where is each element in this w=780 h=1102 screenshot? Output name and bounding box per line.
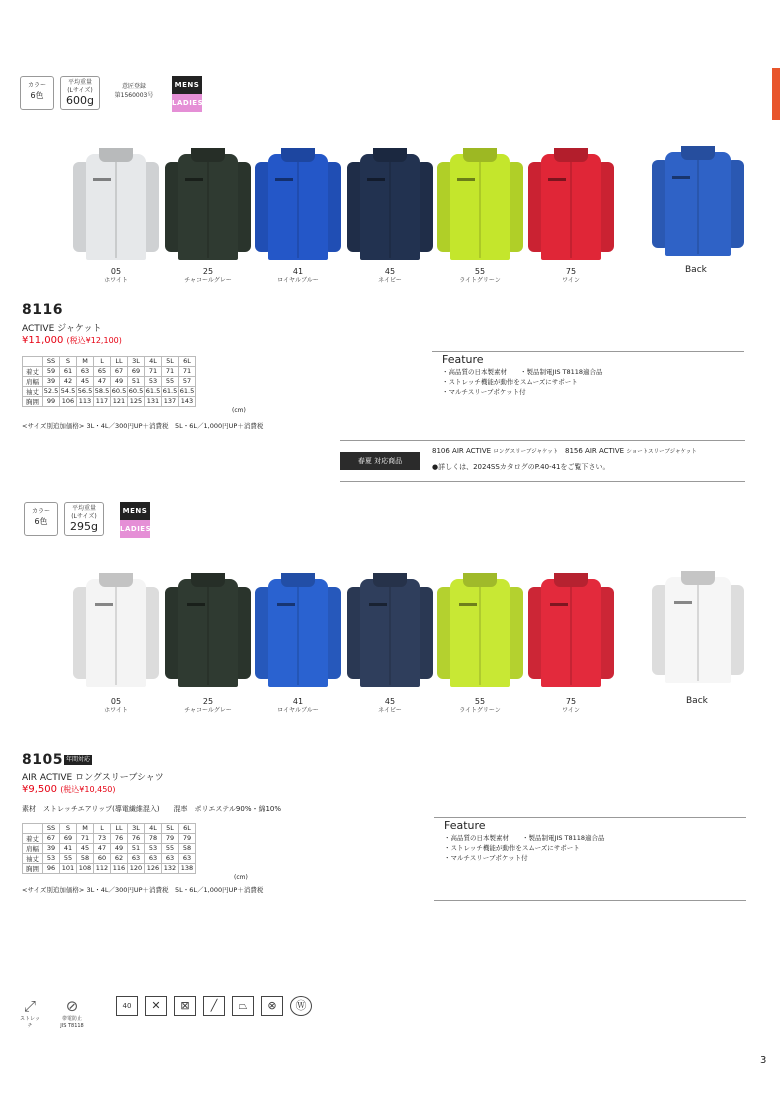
color-name: ネイビー [378,707,402,714]
row-label: 着丈 [23,833,43,843]
chest-pocket [275,178,293,181]
price-value: ¥11,000 [22,335,64,346]
weight-value: 295g [70,520,98,533]
size-cell: 63 [77,366,94,376]
feature-title: Feature [442,353,484,366]
year-round-badge: 年間対応 [66,756,91,763]
size-header: M [77,824,94,834]
size-header: LL [111,357,128,367]
size-cell: 47 [94,843,111,853]
no-bleach-icon: ✕ [145,996,167,1016]
table-row [23,833,196,843]
color-name: ロイヤルブルー [277,707,319,714]
placket [298,162,299,258]
collar [554,148,588,162]
collar [373,148,407,162]
collar [281,148,315,162]
color-count-label: カラー [27,82,46,89]
garment-41 [255,148,341,260]
size-header: 5L [162,357,179,367]
chest-pocket [369,603,387,606]
size-cell: 49 [111,376,128,386]
price-value: ¥9,500 [22,784,57,795]
size-cell: 61.5 [145,387,161,395]
row-label: 胸囲 [23,863,43,873]
size-cell: 79 [162,833,179,843]
garment-75 [528,573,614,687]
collar [463,148,497,162]
design-registration [112,82,156,100]
stretch-caption: ストレッチ [20,1016,40,1029]
size-cell: 63 [128,853,145,863]
collar [99,573,133,587]
page-number: 3 [760,1055,767,1066]
size-header: 4L [145,824,162,834]
material-info: 素材 ストレッチエアリップ(導電繊維混入) 混率 ポリエステル90%・綿10% [22,805,282,813]
garment-back [652,146,744,256]
table-row [23,863,196,873]
color-name: チャコールグレー [184,707,232,714]
color-count-label: カラー [31,508,50,515]
placket [298,587,299,685]
chest-pocket [185,178,203,181]
model-number: 8116 [22,302,63,318]
feature-item: ・高品質の日本製素材 ・製品制電JIS T8118適合品 [442,368,603,376]
size-cell: 63 [179,853,196,863]
color-code: 45 [384,697,396,706]
size-cell: 126 [145,863,162,873]
size-header: L [94,357,111,367]
size-cell: 62 [111,853,128,863]
color-label-45 [350,697,430,715]
gender-tags [172,76,202,112]
color-label-75 [531,697,611,715]
size-cell: 120 [128,863,145,873]
size-header: 6L [179,357,196,367]
size-cell: 61.5 [179,387,195,395]
color-label-45 [350,267,430,285]
size-cell: 45 [77,843,94,853]
size-header: 6L [179,824,196,834]
size-cell: 39 [43,376,60,386]
garment-41 [255,573,341,687]
garment-75 [528,148,614,260]
feature-item: ・ストレッチ機能が動作をスムーズにサポート [442,378,578,386]
placket [390,162,391,258]
size-header: 3L [128,357,145,367]
weight-box [64,502,104,536]
color-name: ホワイト [104,707,128,714]
feature-item: ・マルチスリーブポケット付 [442,388,526,396]
size-header: M [77,357,94,367]
size-cell: 71 [162,366,179,376]
feature-divider [434,817,746,818]
feature-divider [432,351,744,352]
placket [116,162,117,258]
color-count-value: 6色 [30,91,44,100]
color-count-box [24,502,58,536]
row-label: 肩幅 [23,376,43,386]
size-cell: 99 [43,396,60,406]
size-header: LL [111,824,128,834]
size-cell: 53 [145,376,162,386]
feature-title: Feature [444,819,486,832]
chest-pocket [93,178,111,181]
color-code: 25 [202,267,214,276]
garment-45 [347,573,433,687]
related-1-name: ロングスリーブジャケット [493,449,559,455]
color-label-05 [76,697,156,715]
size-surcharge-note: <サイズ別追加価格> 3L・4L／300円UP＋消費税 5L・6L／1,000円UP＋消費税 [22,886,264,894]
color-name: ロイヤルブルー [277,277,319,284]
line-dry-icon: ╱ [203,996,225,1016]
collar [99,148,133,162]
color-code: 75 [565,267,577,276]
size-cell: 63 [145,853,162,863]
chest-pocket [672,176,690,179]
table-row [23,396,196,406]
chest-pocket [95,603,113,606]
size-cell: 55 [60,853,77,863]
size-surcharge-note: <サイズ別追加価格> 3L・4L／300円UP＋消費税 5L・6L／1,000円UP＋消費税 [22,422,264,430]
iron-icon: ⏢ [232,996,254,1016]
related-divider [340,440,745,441]
garment-05 [73,148,159,260]
header-blank [23,824,43,834]
size-table [22,823,196,874]
size-header: 4L [145,357,162,367]
size-cell: 116 [111,863,128,873]
color-name: ネイビー [378,277,402,284]
related-note: ●詳しくは、2024SSカタログのP.40-41をご覧下さい。 [432,463,610,471]
mens-tag: MENS [120,502,150,520]
size-cell: 61 [60,366,77,376]
chest-pocket [550,603,568,606]
size-cell: 71 [145,366,162,376]
related-2-code: 8156 AIR ACTIVE [564,447,625,455]
collar [554,573,588,587]
price [22,335,122,346]
feature-block [442,353,603,397]
size-cell: 132 [162,863,179,873]
season-tag: 春夏 対応商品 [340,452,420,470]
color-code: 45 [384,267,396,276]
size-cell: 60.5 [128,387,144,395]
color-label-05 [76,267,156,285]
mens-tag: MENS [172,76,202,94]
size-cell: 42 [60,376,77,386]
color-label-41 [258,267,338,285]
placket [480,587,481,685]
size-cell: 54.5 [60,387,76,395]
placket [116,587,117,685]
size-cell: 63 [162,853,179,863]
color-name: ライトグリーン [459,707,501,714]
garment-55 [437,148,523,260]
size-cell: 47 [94,376,111,386]
size-cell: 51 [128,376,145,386]
size-cell: 55 [162,376,179,386]
placket [571,587,572,685]
size-cell: 69 [60,833,77,843]
size-cell: 45 [77,376,94,386]
size-cell: 71 [77,833,94,843]
color-name: ワイン [562,277,580,284]
related-products [432,447,697,455]
wet-clean-icon: Ⓦ [290,996,312,1016]
color-count-value: 6色 [34,517,48,526]
size-header: SS [43,824,60,834]
size-cell: 78 [145,833,162,843]
size-cell: 125 [128,396,145,406]
collar [281,573,315,587]
color-label-75 [531,267,611,285]
row-label: 着丈 [23,366,43,376]
color-name: チャコールグレー [184,277,232,284]
garment-05 [73,573,159,687]
product-name: AIR ACTIVE ロングスリーブシャツ [22,773,164,783]
garment-25 [165,148,251,260]
size-header-row [23,357,196,367]
section-edge-tab [772,68,780,120]
chest-pocket [459,603,477,606]
product-name: ACTIVE ジャケット [22,324,102,334]
size-header: L [94,824,111,834]
header-blank [23,357,43,367]
size-cell: 65 [94,366,111,376]
garment-back [652,571,744,683]
antistatic-caption: 帯電防止 JIS T8118 [60,1016,84,1029]
size-cell: 143 [179,396,196,406]
chest-pocket [367,178,385,181]
design-registration-label: 意匠登録 [121,83,146,90]
color-label-55 [440,697,520,715]
color-label-25 [168,697,248,715]
row-label: 胸囲 [23,396,43,406]
feature-item: ・マルチスリーブポケット付 [444,854,528,862]
wash-temperature: 40 [122,1002,132,1010]
chest-pocket [674,601,692,604]
back-label: Back [685,265,707,275]
color-label-55 [440,267,520,285]
size-cell: 71 [179,366,196,376]
no-tumble-dry-icon: ⊠ [174,996,196,1016]
chest-pocket [548,178,566,181]
related-1-code: 8106 AIR ACTIVE [432,447,492,455]
garment-55 [437,573,523,687]
section-divider [340,481,745,482]
size-cell: 131 [145,396,162,406]
feature-block [444,819,605,863]
size-header: 5L [162,824,179,834]
chest-pocket [277,603,295,606]
table-row [23,843,196,853]
antistatic-icon: ⊘ 帯電防止 JIS T8118 [60,997,84,1029]
size-cell: 79 [179,833,196,843]
placket [390,587,391,685]
placket [698,585,699,681]
wash-40-icon [116,996,138,1016]
size-cell: 60.5 [111,387,127,395]
size-cell: 41 [60,843,77,853]
size-cell: 96 [43,863,60,873]
color-name: ライトグリーン [459,277,501,284]
row-label: 袖丈 [23,853,43,863]
price-with-tax: (税込¥12,100) [66,336,122,345]
collar [681,146,715,160]
back-label: Back [686,696,708,706]
size-cell: 60 [94,853,111,863]
size-cell: 58 [77,853,94,863]
size-header: S [60,824,77,834]
unit-label: (cm) [232,407,246,414]
size-cell: 67 [111,366,128,376]
chest-pocket [457,178,475,181]
price [22,784,116,795]
size-cell: 138 [179,863,196,873]
size-cell: 112 [94,863,111,873]
collar [463,573,497,587]
weight-label: 平均重量 (Lサイズ) [67,79,93,94]
color-label-41 [258,697,338,715]
feature-divider-bottom [434,900,746,901]
weight-box [60,76,100,110]
feature-item: ・高品質の日本製素材 ・製品制電JIS T8118適合品 [444,834,605,842]
design-registration-number: 第1560003号 [114,92,154,99]
weight-value: 600g [66,94,94,107]
size-cell: 53 [43,853,60,863]
size-cell: 69 [128,366,145,376]
size-table [22,356,196,407]
size-cell: 76 [111,833,128,843]
size-cell: 39 [43,843,60,853]
size-cell: 121 [111,396,128,406]
gender-tags [120,502,150,538]
row-label: 肩幅 [23,843,43,853]
size-cell: 101 [60,863,77,873]
placket [208,162,209,258]
unit-label: (cm) [234,874,248,881]
size-cell: 58.5 [94,387,110,395]
size-cell: 59 [43,366,60,376]
size-cell: 51 [128,843,145,853]
color-code: 55 [474,697,486,706]
ladies-tag: LADIES [172,94,202,112]
color-code: 05 [110,267,122,276]
color-code: 41 [292,697,304,706]
size-cell: 73 [94,833,111,843]
color-code: 75 [565,697,577,706]
placket [698,160,699,254]
size-cell: 55 [162,843,179,853]
table-row [23,853,196,863]
weight-label: 平均重量 (Lサイズ) [71,505,97,520]
size-cell: 113 [77,396,94,406]
color-code: 25 [202,697,214,706]
size-cell: 57 [179,376,196,386]
color-code: 41 [292,267,304,276]
collar [373,573,407,587]
size-cell: 137 [162,396,179,406]
ladies-tag: LADIES [120,520,150,538]
color-label-25 [168,267,248,285]
garment-45 [347,148,433,260]
model-number: 8105 [22,752,63,768]
size-cell: 76 [128,833,145,843]
table-row [23,366,196,376]
size-cell: 106 [60,396,77,406]
stretch-icon: ⤢ ストレッチ [18,996,42,1030]
related-2-name: ショートスリーブジャケット [626,449,697,455]
size-cell: 49 [111,843,128,853]
size-cell: 52.5 [43,387,59,395]
size-cell: 108 [77,863,94,873]
color-count-box [20,76,54,110]
size-header: S [60,357,77,367]
row-label: 袖丈 [23,386,43,396]
collar [191,573,225,587]
size-cell: 67 [43,833,60,843]
table-row [23,386,196,396]
placket [571,162,572,258]
size-cell: 56.5 [77,387,93,395]
size-cell: 117 [94,396,111,406]
size-cell: 58 [179,843,196,853]
color-code: 05 [110,697,122,706]
chest-pocket [187,603,205,606]
collar [681,571,715,585]
size-header: SS [43,357,60,367]
color-code: 55 [474,267,486,276]
placket [480,162,481,258]
collar [191,148,225,162]
table-row [23,376,196,386]
size-cell: 53 [145,843,162,853]
feature-item: ・ストレッチ機能が動作をスムーズにサポート [444,844,580,852]
size-cell: 61.5 [162,387,178,395]
garment-25 [165,573,251,687]
price-with-tax: (税込¥10,450) [60,785,116,794]
size-header: 3L [128,824,145,834]
color-name: ホワイト [104,277,128,284]
placket [208,587,209,685]
color-name: ワイン [562,707,580,714]
size-header-row [23,824,196,834]
no-dry-clean-icon: ⊗ [261,996,283,1016]
